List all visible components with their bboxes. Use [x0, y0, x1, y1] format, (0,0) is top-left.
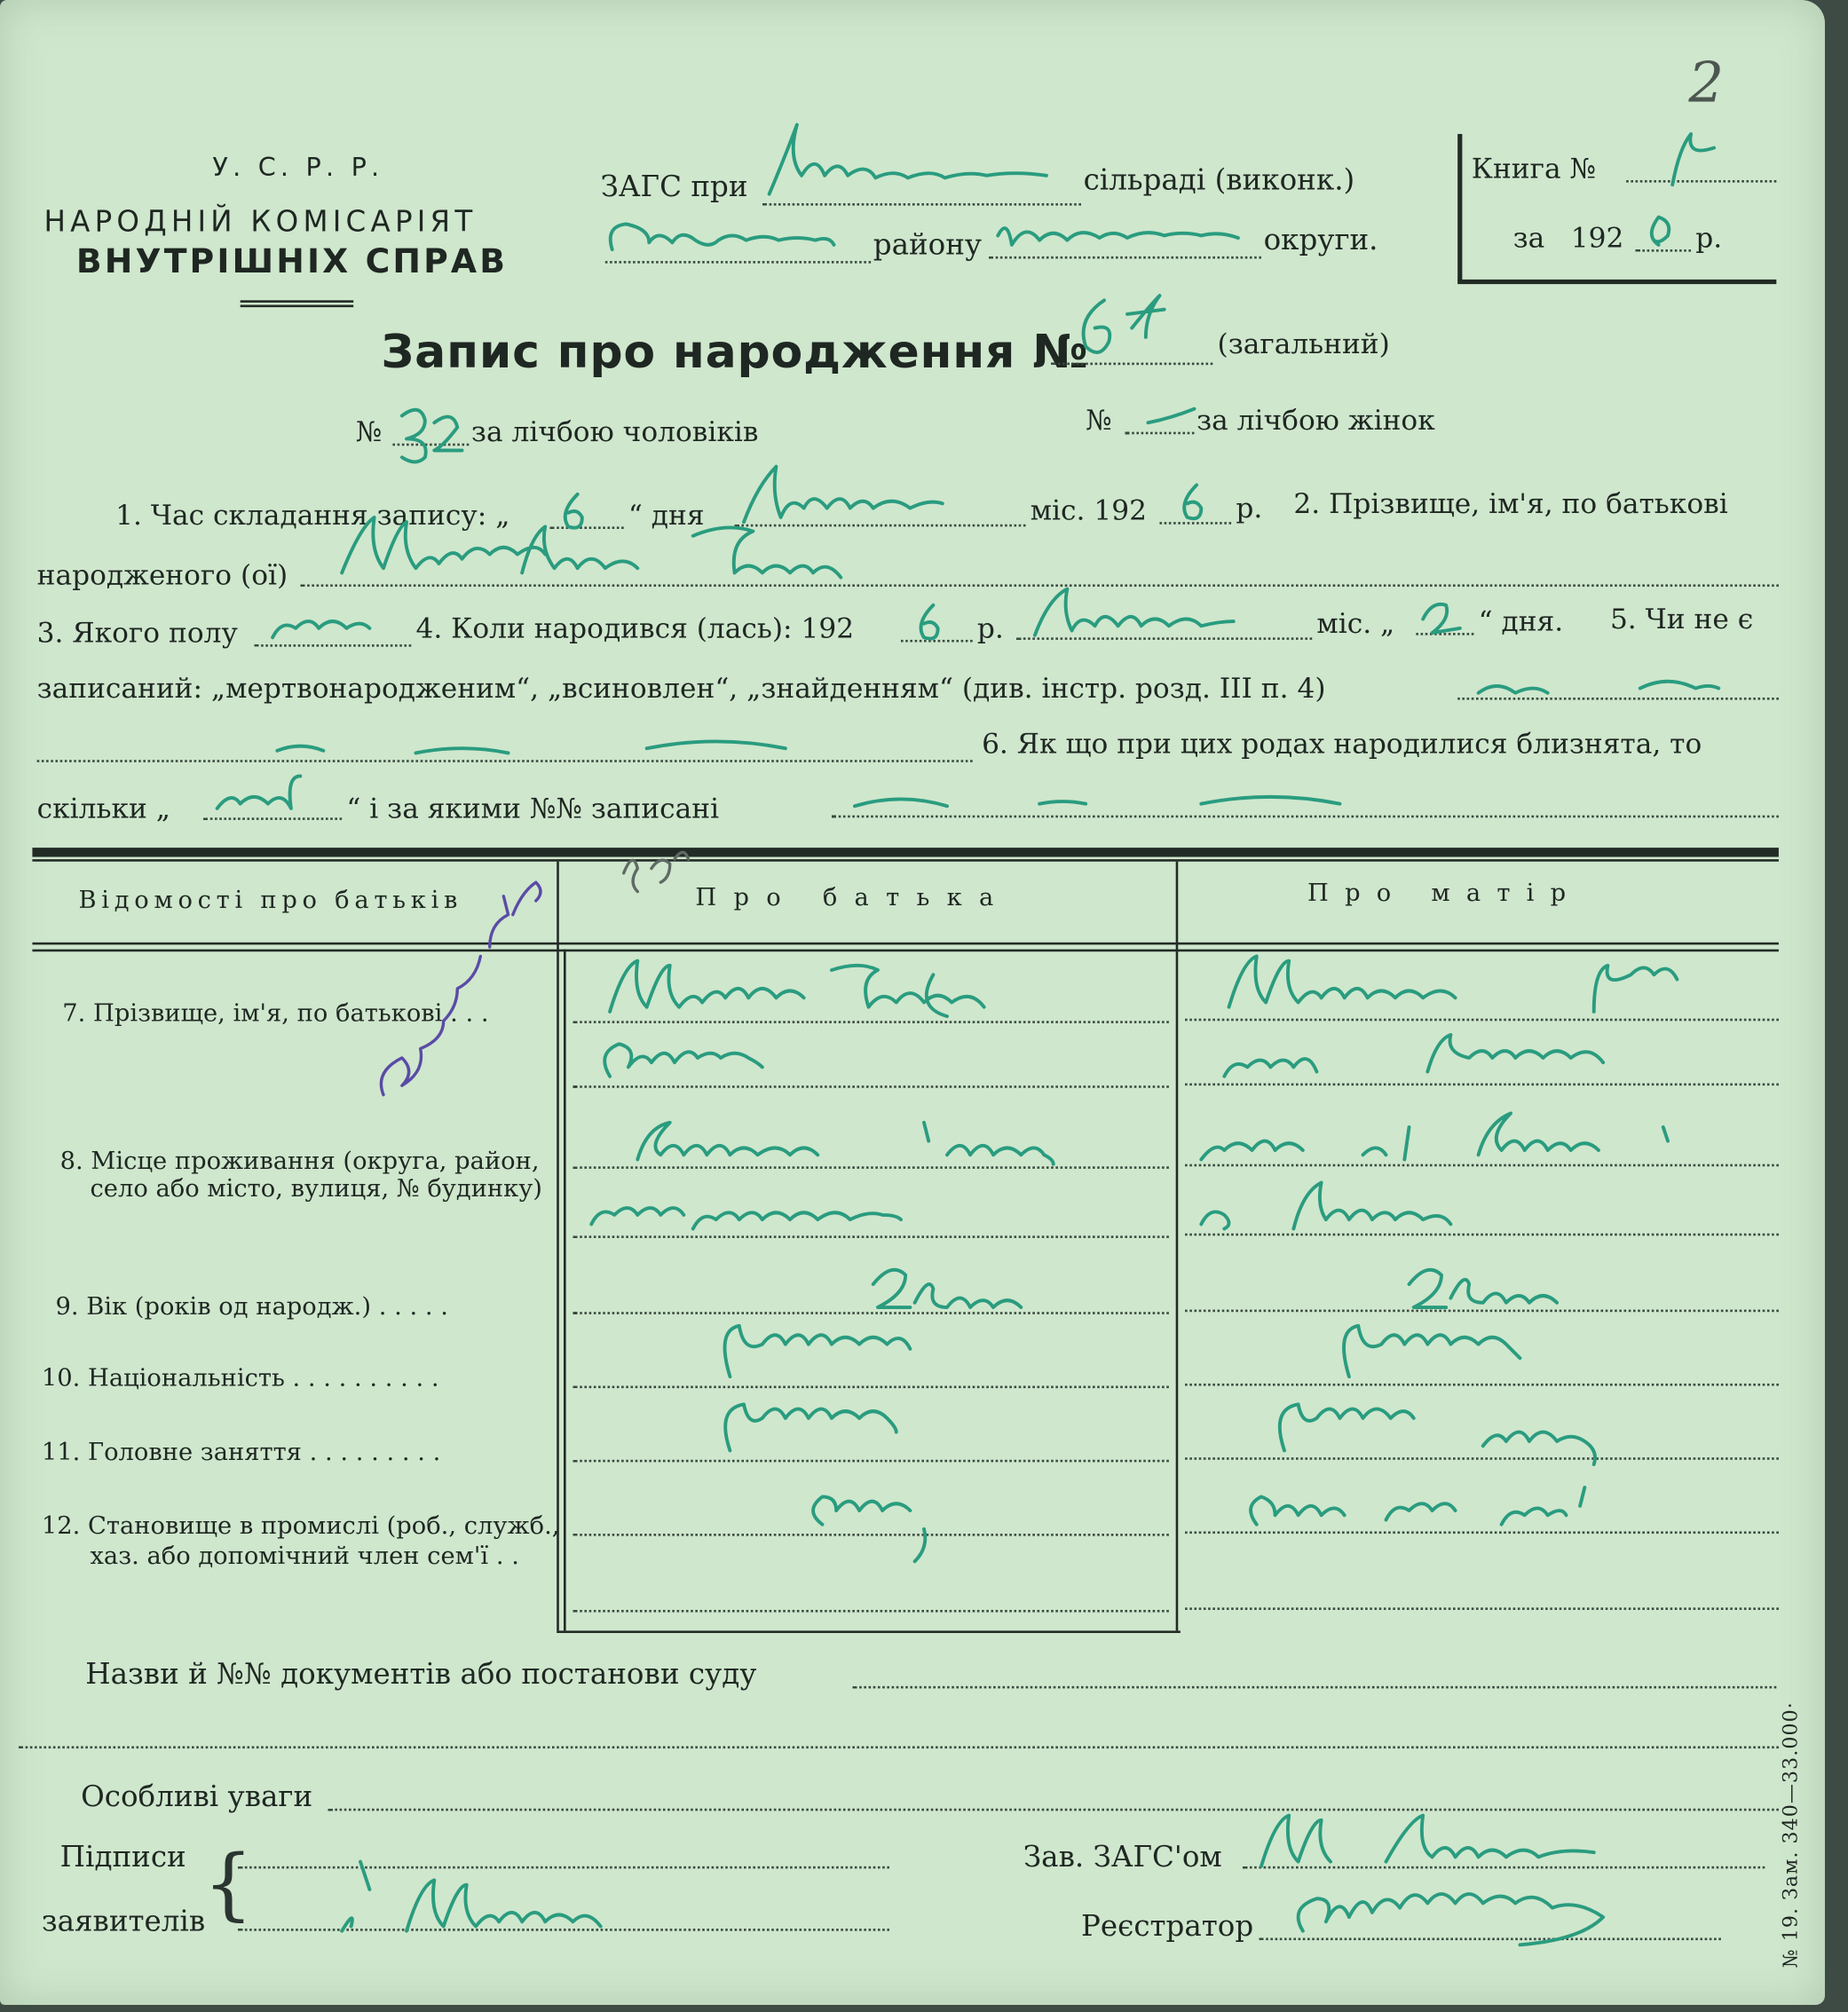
- q1-year-r: р.: [1236, 492, 1263, 525]
- ussr-label: У. С. Р. Р.: [212, 152, 384, 183]
- row-8-label-continued: село або місто, вулиця, № будинку): [90, 1175, 542, 1203]
- printer-imprint: № 19. Зам. 340—33.000·: [1781, 1701, 1805, 1969]
- special-remarks-label: Особливі уваги: [81, 1778, 313, 1813]
- row-8-label: 8. Місце проживання (округа, район,: [59, 1148, 540, 1176]
- men-count-prefix: №: [355, 415, 383, 448]
- table-head-mother: Про матір: [1307, 880, 1583, 908]
- q5-label: 5. Чи не є: [1609, 603, 1754, 635]
- book-year-r: р.: [1695, 221, 1723, 255]
- q4-year-r: р.: [976, 611, 1004, 645]
- zags-prefix: ЗАГС при: [600, 168, 748, 204]
- commissariat-label: НАРОДНІЙ КОМІСАРІЯТ: [43, 203, 478, 239]
- row-11-label: 11. Головне заняття . . . . . . . . .: [41, 1439, 441, 1467]
- book-label: Книга №: [1471, 152, 1597, 185]
- q6-numbers-label: “ і за якими №№ записані: [346, 792, 720, 825]
- q4-month-label: міс. „: [1316, 607, 1395, 640]
- signatures-label: Підписи: [59, 1838, 186, 1874]
- row-12-label: 12. Становище в промислі (роб., служб.,: [41, 1512, 560, 1541]
- record-title: Запис про народження №: [381, 323, 1089, 379]
- row-12-label-continued: хаз. або допомічний член сем'ї . .: [90, 1543, 519, 1571]
- q4-label: 4. Коли народився (лась): 192: [415, 611, 855, 645]
- q4-day-label: “ дня.: [1478, 604, 1564, 638]
- women-count-label: за лічбою жінок: [1196, 404, 1435, 437]
- q1-day-label: “ дня: [628, 499, 705, 532]
- q2-born-label: народженого (ої): [36, 558, 288, 592]
- q6-label: 6. Як що при цих родах народилися близнята, то: [982, 727, 1702, 761]
- book-year-za: за: [1512, 221, 1545, 255]
- signatures-brace: {: [203, 1838, 254, 1931]
- row-9-label: 9. Вік (років од народж.) . . . . .: [55, 1293, 448, 1322]
- men-count-label: за лічбою чоловіків: [470, 415, 759, 448]
- department-label: ВНУТРІШНІХ СПРАВ: [75, 244, 509, 282]
- district-label: району: [873, 226, 983, 262]
- q3-label: 3. Якого полу: [36, 616, 238, 650]
- q1-month-label: міс. 192: [1030, 493, 1147, 527]
- q5-text: записаний: „мертвонародженим“, „всиновлен“, „знайденням“ (див. інстр. розд. III п. 4): [36, 672, 1326, 705]
- women-count-prefix: №: [1086, 404, 1112, 437]
- q2-label: 2. Прізвище, ім'я, по батькові: [1293, 487, 1728, 520]
- table-head-father: Про батька: [695, 884, 1011, 912]
- q6-count-label: скільки „: [36, 792, 170, 825]
- okruh-label: округи.: [1263, 221, 1378, 256]
- documents-label: Назви й №№ документів або постанови суду: [85, 1655, 757, 1692]
- applicants-label: заявителів: [41, 1903, 206, 1938]
- row-10-label: 10. Національність . . . . . . . . . .: [41, 1365, 439, 1393]
- hw-gray-note: [624, 852, 689, 891]
- table-head-info: Відомості про батьків: [78, 887, 463, 915]
- record-general-label: (загальний): [1217, 327, 1390, 360]
- corner-page-mark: 2: [1688, 51, 1725, 116]
- book-year-prefix: 192: [1570, 221, 1624, 255]
- registrar-label: Реєстратор: [1080, 1907, 1254, 1943]
- q1-label: 1. Час складання запису: „: [115, 499, 510, 532]
- zags-head-label: Зав. ЗАГС'ом: [1023, 1838, 1222, 1874]
- row-7-label: 7. Прізвище, ім'я, по батькові . . .: [62, 999, 489, 1029]
- village-council-label: сільраді (виконк.): [1083, 162, 1355, 197]
